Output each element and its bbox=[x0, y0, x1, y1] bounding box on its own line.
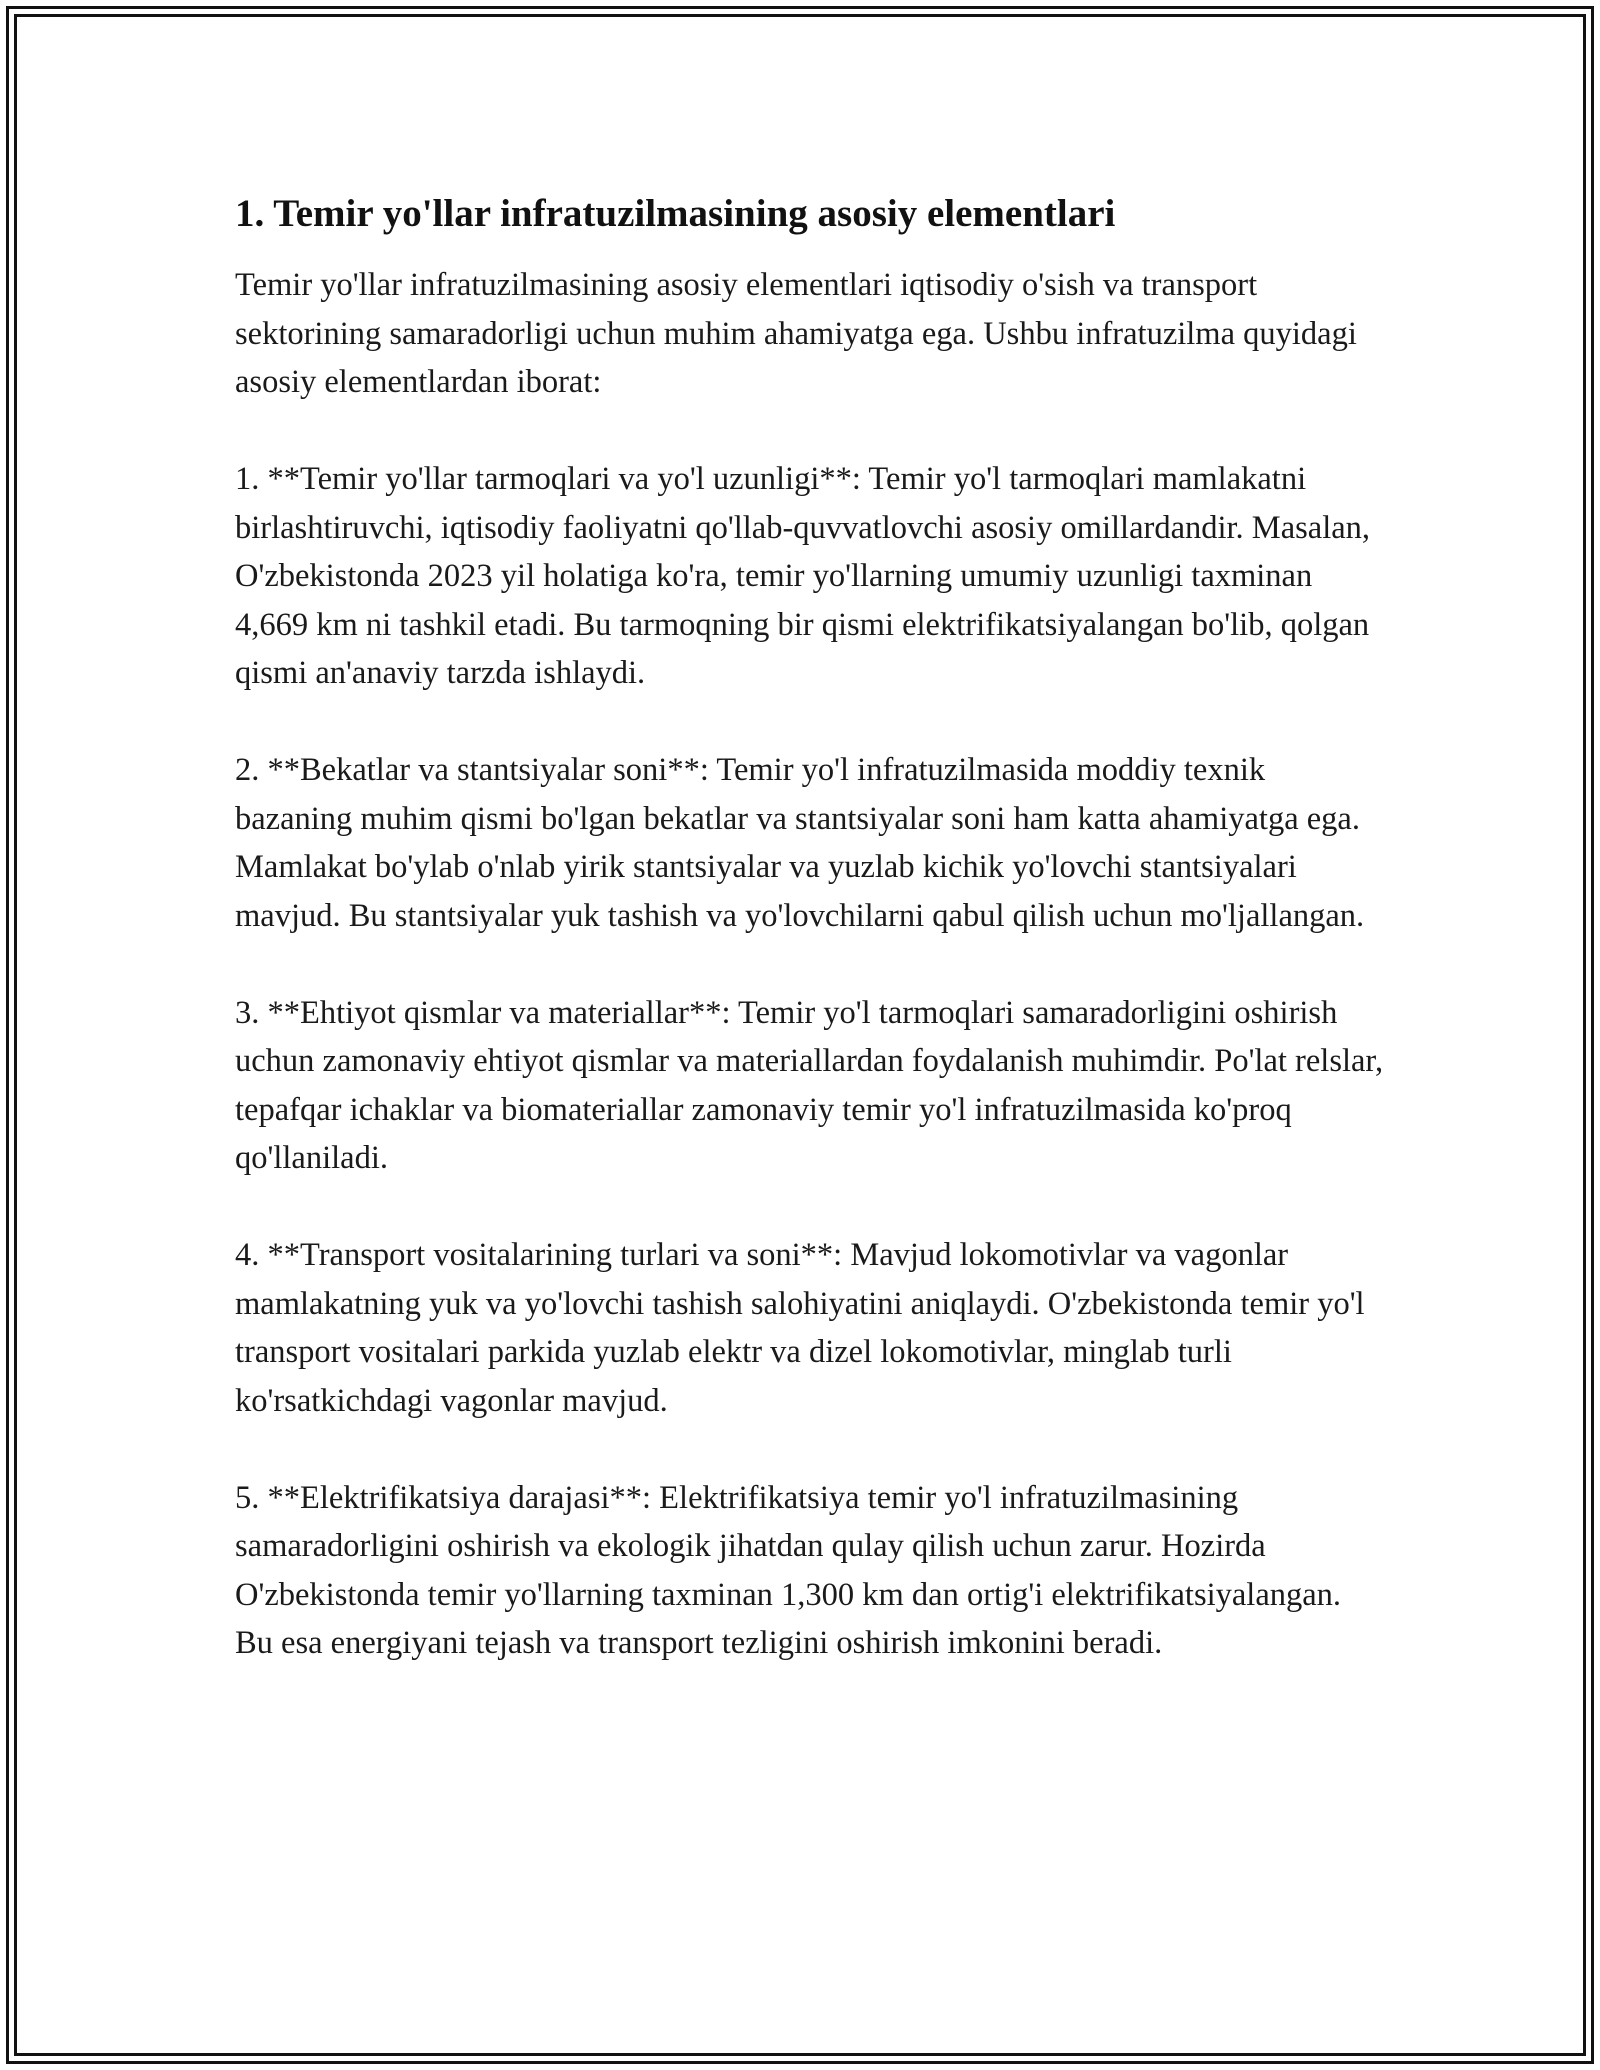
section-heading: 1. Temir yo'llar infratuzilmasining asosiy elementlari bbox=[235, 192, 1116, 235]
list-item-spare-parts: 3. **Ehtiyot qismlar va materiallar**: Temir yo'l tarmoqlari samaradorligini oshirish uchun zamonaviy ehtiyot qismlar va materiallardan foydalanish muhimdir. Po'lat relslar, tepafqar ichaklar va biomateriallar zamonaviy temir yo'l infratuzilmasida ko'proq qo'llaniladi. bbox=[235, 994, 1384, 1176]
list-item-railway-networks: 1. **Temir yo'llar tarmoqlari va yo'l uzunligi**: Temir yo'l tarmoqlari mamlakatni birlashtiruvchi, iqtisodiy faoliyatni qo'llab-quvvatlovchi asosiy omillardandir. Masalan, O'zbekistonda 2023 yil holatiga ko'ra, temir yo'llarning umumiy uzunligi taxminan 4,669 km ni tashkil etadi. Bu tarmoqning bir qismi elektrifikatsiyalangan bo'lib, qolgan qismi an'anaviy tarzda ishlaydi. bbox=[235, 461, 1371, 691]
intro-paragraph: Temir yo'llar infratuzilmasining asosiy elementlari iqtisodiy o'sish va transport sektorining samaradorligi uchun muhim ahamiyatga ega. Ushbu infratuzilma quyidagi asosiy elementlardan iborat: bbox=[235, 267, 1357, 400]
list-item-stations: 2. **Bekatlar va stantsiyalar soni**: Temir yo'l infratuzilmasida moddiy texnik bazaning muhim qismi bo'lgan bekatlar va stantsiyalar soni ham katta ahamiyatga ega. Mamlakat bo'ylab o'nlab yirik stantsiyalar va yuzlab kichik yo'lovchi stantsiyalari mavjud. Bu stantsiyalar yuk tashish va yo'lovchilarni qabul qilish uchun mo'ljallangan. bbox=[235, 752, 1365, 934]
document-body bbox=[235, 188, 1385, 1668]
list-item-electrification: 5. **Elektrifikatsiya darajasi**: Elektrifikatsiya temir yo'l infratuzilmasining samaradorligini oshirish va ekologik jihatdan qulay qilish uchun zarur. Hozirda O'zbekistonda temir yo'llarning taxminan 1,300 km dan ortig'i elektrifikatsiyalangan. Bu esa energiyani tejash va transport tezligini oshirish imkonini beradi. bbox=[235, 1479, 1342, 1661]
list-item-vehicles: 4. **Transport vositalarining turlari va soni**: Mavjud lokomotivlar va vagonlar mamlakatning yuk va yo'lovchi tashish salohiyatini aniqlaydi. O'zbekistonda temir yo'l transport vositalari parkida yuzlab elektr va dizel lokomotivlar, minglab turli ko'rsatkichdagi vagonlar mavjud. bbox=[235, 1237, 1365, 1419]
